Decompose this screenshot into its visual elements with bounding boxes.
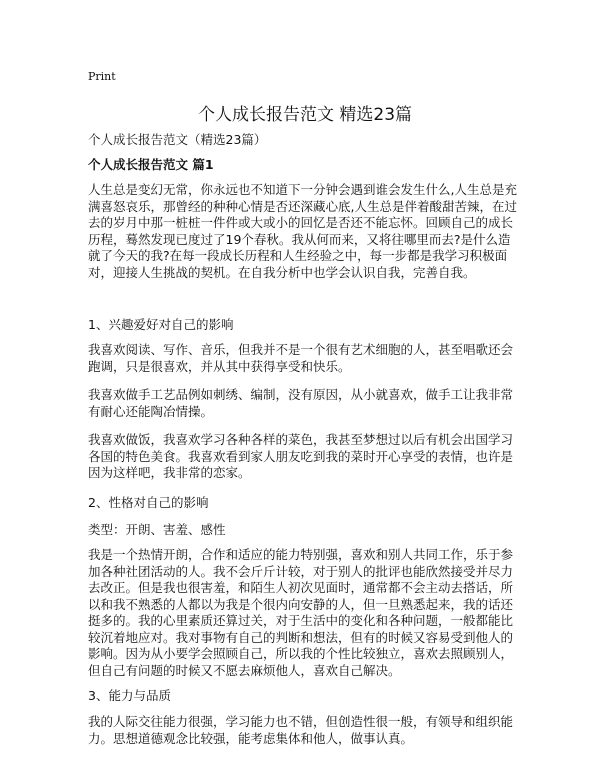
paragraph-personality: 我是一个热情开朗，合作和适应的能力特别强，喜欢和别人共同工作，乐于参加各种社团活动的人。我不会斤斤计较，对于别人的批评也能欣然接受并尽力去改正。但是我也很害羞，和陌生人初次见面时，通常都不会主动去搭话，所以和我不熟悉的人都以为我是个很内向安静的人，但一旦熟悉起来，我的话还挺多的。我的心里素质还算过关，对于生活中的变化和各种问题，一般都能比较沉着地应对。我对事物有自己的判断和想法，但有的时候又容易受到他人的影响。因为从小要学会照顾自己，所以我的个性比较独立，喜欢去照顾别人，但自己有问题的时候又不愿去麻烦他人，喜欢自己解决。 [88, 547, 514, 678]
document-subtitle: 个人成长报告范文（精选23篇） [88, 132, 267, 147]
paragraph-cooking: 我喜欢做饭，我喜欢学习各种各样的菜色，我甚至梦想过以后有机会出国学习各国的特色美食。我喜欢看到家人朋友吃到我的菜时开心享受的表情，也许是因为这样吧，我非常的恋家。 [88, 432, 514, 480]
subheading-ability: 3、能力与品质 [88, 688, 171, 703]
subheading-personality: 2、性格对自己的影响 [88, 495, 209, 510]
personality-type: 类型：开朗、害羞、感性 [88, 522, 226, 537]
print-link[interactable]: Print [88, 70, 116, 83]
subheading-hobbies: 1、兴趣爱好对自己的影响 [88, 317, 234, 332]
document-title: 个人成长报告范文 精选23篇 [197, 105, 413, 125]
paragraph-ability: 我的人际交往能力很强，学习能力也不错，但创造性很一般，有领导和组织能力。思想道德观念比较强，能考虑集体和他人，做事认真。 [88, 714, 514, 746]
section-heading: 个人成长报告范文 篇1 [88, 157, 214, 172]
paragraph-handcraft: 我喜欢做手工艺品例如刺绣、编制，没有原因，从小就喜欢，做手工让我非常有耐心还能陶冶情操。 [88, 387, 514, 419]
paragraph-intro: 人生总是变幻无常，你永远也不知道下一分钟会遇到谁会发生什么,人生总是充满喜怒哀乐，那曾经的种种心情是否还深藏心底,人生总是伴着酸甜苦辣，在过去的岁月中那一桩桩一件件或大或小的回忆是否还不能忘怀。回顾自己的成长历程，蓦然发现已度过了19个春秋。我从何而来，又将往哪里而去?是什么造就了今天的我?在每一段成长历程和人生经验之中，每一步都是我学习积极面对，迎接人生挑战的契机。在自我分析中也学会认识自我，完善自我。 [88, 182, 517, 280]
paragraph-reading: 我喜欢阅读、写作、音乐，但我并不是一个很有艺术细胞的人，甚至唱歌还会跑调，只是很喜欢，并从其中获得享受和快乐。 [88, 342, 514, 374]
